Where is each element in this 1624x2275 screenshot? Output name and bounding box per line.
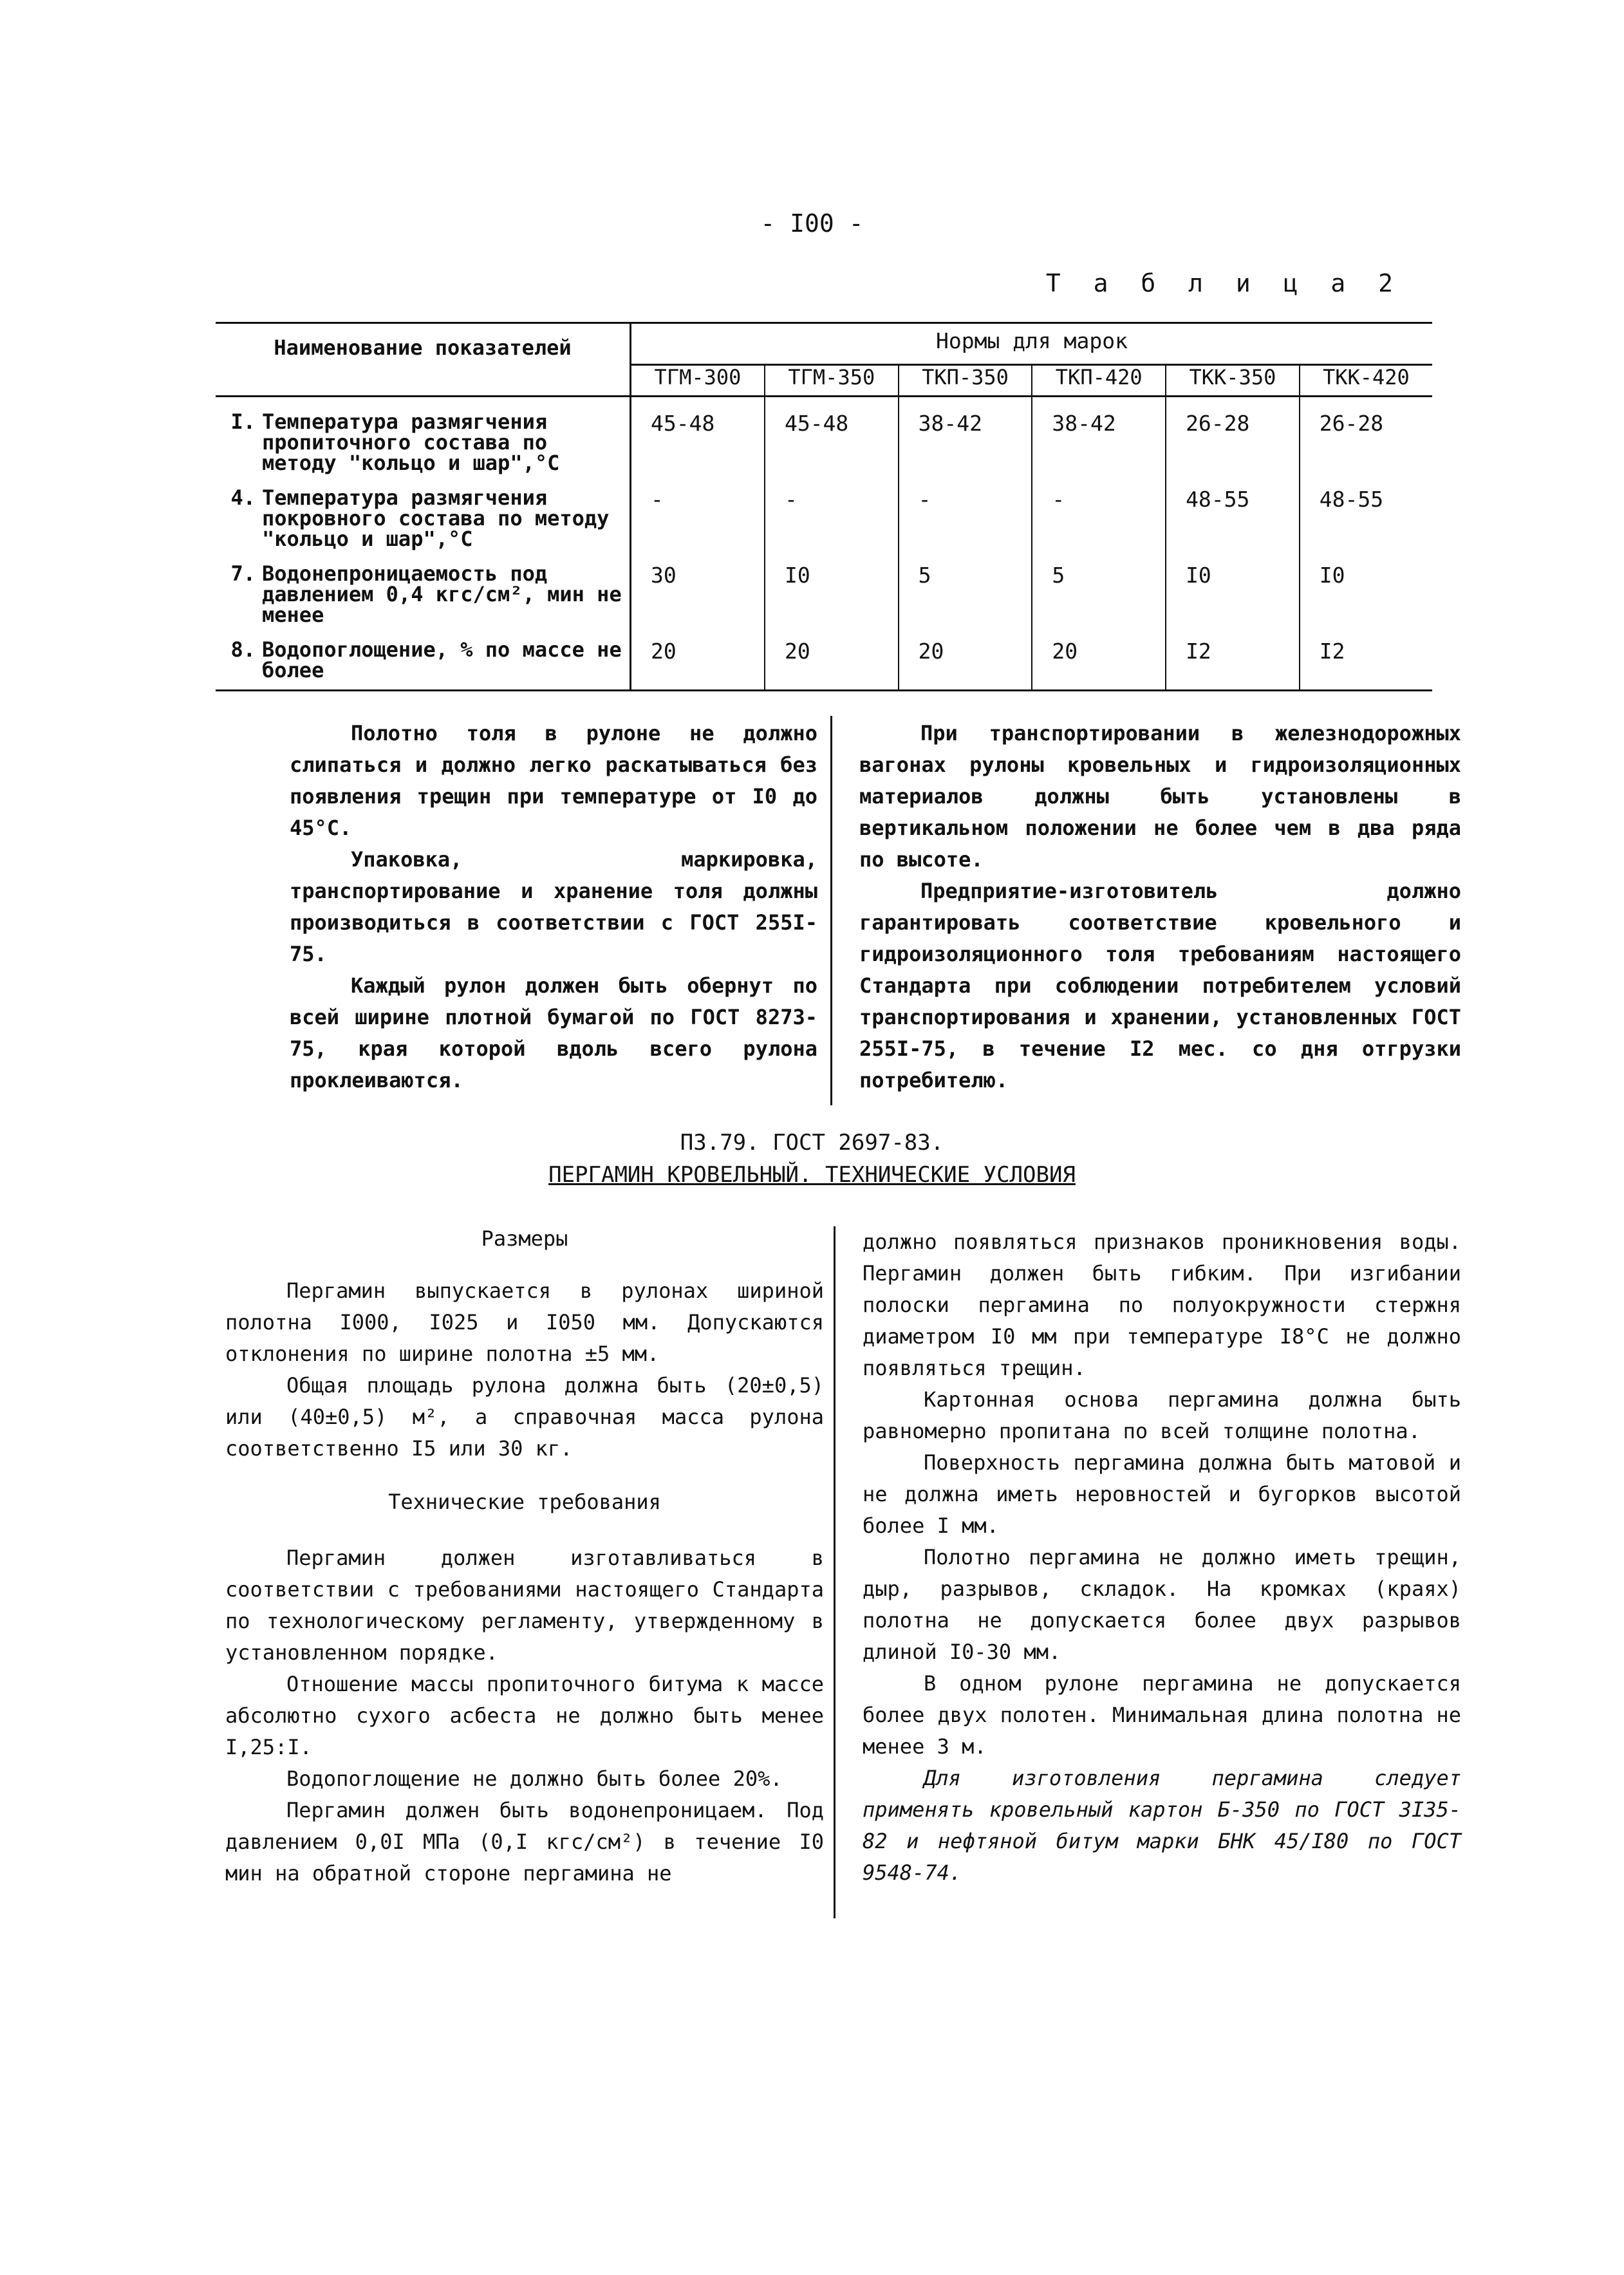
row-number: 4. xyxy=(230,485,256,510)
header-mark: ТГМ-350 xyxy=(765,365,899,397)
paragraph: Пергамин выпускается в рулонах шириной полотна I000, I025 и I050 мм. Допускаются отклонения по ширине полотна ±5 мм. xyxy=(225,1278,824,1366)
paragraph: Пергамин должен изготавливаться в соответствии с требованиями настоящего Стандарта по технологическому регламенту, утвержденному в установленном порядке. xyxy=(225,1546,824,1665)
lower-right-column xyxy=(863,1226,1461,1889)
row-number: 8. xyxy=(230,637,256,662)
cell: I0 xyxy=(1166,549,1300,625)
cell: 38-42 xyxy=(1032,397,1166,474)
header-mark: ТКП-420 xyxy=(1032,365,1166,397)
cell: I2 xyxy=(1166,625,1300,691)
row-name: Температура размягчения покровного состава по методу "кольцо и шар",°С xyxy=(262,485,610,551)
lower-left-column xyxy=(225,1223,824,1889)
header-mark: ТКК-420 xyxy=(1300,365,1432,397)
table-row xyxy=(216,397,1432,474)
cell: 48-55 xyxy=(1166,473,1300,549)
paragraph: должно появляться признаков проникновения воды. Пергамин должен быть гибким. При изгибании полоски пергамина по полуокружности стержня диаметром I0 мм при температуре I8°С не должно появляться трещин. xyxy=(863,1230,1461,1380)
row-name: Водонепроницаемость под давлением 0,4 кгс/см², мин не менее xyxy=(262,561,622,627)
header-group: Нормы для марок xyxy=(631,323,1433,365)
table-caption: Т а б л и ц а 2 xyxy=(1045,269,1402,297)
paragraph: Общая площадь рулона должна быть (20±0,5) или (40±0,5) м², а справочная масса рулона соответственно I5 или 30 кг. xyxy=(225,1373,824,1461)
cell: 20 xyxy=(765,625,899,691)
section-title: ПЕРГАМИН КРОВЕЛЬНЫЙ. ТЕХНИЧЕСКИЕ УСЛОВИЯ xyxy=(548,1162,1076,1188)
paragraph: Картонная основа пергамина должна быть равномерно пропитана по всей толщине полотна. xyxy=(863,1387,1461,1443)
header-mark: ТГМ-300 xyxy=(631,365,765,397)
paragraph: Каждый рулон должен быть обернут по всей ширине плотной бумагой по ГОСТ 8273-75, края которой вдоль всего рулона проклеиваются. xyxy=(290,973,817,1092)
heading-tech: Технические требования xyxy=(388,1490,661,1514)
table-row xyxy=(216,549,1432,625)
cell: 5 xyxy=(1032,549,1166,625)
paragraph: Предприятие-изготовитель должно гарантировать соответствие кровельного и гидроизоляционного толя требованиям настоящего Стандарта при соблюдении потребителем условий транспортирования и хранении, установленных ГОСТ 255I-75, в течение I2 мес. со дня отгрузки потребителю. xyxy=(859,879,1461,1092)
column-divider xyxy=(834,1226,835,1918)
norms-table xyxy=(216,322,1432,691)
cell: 5 xyxy=(899,549,1032,625)
cell: 20 xyxy=(631,625,765,691)
heading-sizes: Размеры xyxy=(481,1226,568,1251)
paragraph: Поверхность пергамина должна быть матовой и не должна иметь неровностей и бугорков высотой более I мм. xyxy=(863,1450,1461,1538)
cell: 45-48 xyxy=(765,397,899,474)
cell: 26-28 xyxy=(1300,397,1432,474)
cell: - xyxy=(1032,473,1166,549)
cell: I2 xyxy=(1300,625,1432,691)
cell: 30 xyxy=(651,563,677,588)
column-divider xyxy=(830,716,832,1105)
paragraph: При транспортировании в железнодорожных вагонах рулоны кровельных и гидроизоляционных материалов должны быть установлены в вертикальном положении не более чем в два ряда по высоте. xyxy=(859,721,1461,872)
cell: I0 xyxy=(1300,549,1432,625)
page-number: - I00 - xyxy=(760,209,864,238)
cell: - xyxy=(651,487,664,512)
cell: - xyxy=(899,473,1032,549)
paragraph: Пергамин должен быть водонепроницаем. Под давлением 0,0I МПа (0,I кгс/см²) в течение I0 мин на обратной стороне пергамина не xyxy=(225,1798,824,1886)
cell: 45-48 xyxy=(651,411,715,436)
paragraph: Водопоглощение не должно быть более 20%. xyxy=(286,1766,783,1791)
row-number: I. xyxy=(230,409,256,434)
upper-left-column xyxy=(290,718,817,1096)
row-name: Водопоглощение, % по массе не более xyxy=(262,637,622,682)
header-mark: ТКП-350 xyxy=(899,365,1032,397)
paragraph: Упаковка, маркировка, транспортирование и хранение толя должны производиться в соответствии с ГОСТ 255I-75. xyxy=(290,847,817,966)
cell: 20 xyxy=(1032,625,1166,691)
upper-right-column xyxy=(859,718,1461,1096)
paragraph: Отношение массы пропиточного битума к массе абсолютно сухого асбеста не должно быть менее I,25:I. xyxy=(225,1672,824,1759)
cell: 26-28 xyxy=(1166,397,1300,474)
row-name: Температура размягчения пропиточного состава по методу "кольцо и шар",°С xyxy=(262,409,560,475)
paragraph: Полотно пергамина не должно иметь трещин, дыр, разрывов, складок. На кромках (краях) полотна не допускается более двух разрывов длиной I0-30 мм. xyxy=(863,1545,1461,1664)
paragraph: Для изготовления пергамина следует применять кровельный картон Б-350 по ГОСТ 3I35-82 и нефтяной битум марки БНК 45/I80 по ГОСТ 9548-74. xyxy=(863,1766,1461,1885)
cell: 48-55 xyxy=(1300,473,1432,549)
header-name: Наименование показателей xyxy=(216,323,631,397)
table-row xyxy=(216,625,1432,691)
paragraph: Полотно толя в рулоне не должно слипаться и должно легко раскатываться без появления трещин при температуре от I0 до 45°С. xyxy=(290,721,817,840)
table-row xyxy=(216,473,1432,549)
row-number: 7. xyxy=(230,561,256,586)
paragraph: В одном рулоне пергамина не допускается более двух полотен. Минимальная длина полотна не менее 3 м. xyxy=(863,1671,1461,1759)
header-mark: ТКК-350 xyxy=(1166,365,1300,397)
section-number: ПЗ.79. ГОСТ 2697-83. xyxy=(680,1130,944,1156)
cell: 20 xyxy=(899,625,1032,691)
cell: 38-42 xyxy=(899,397,1032,474)
cell: - xyxy=(765,473,899,549)
cell: I0 xyxy=(765,549,899,625)
